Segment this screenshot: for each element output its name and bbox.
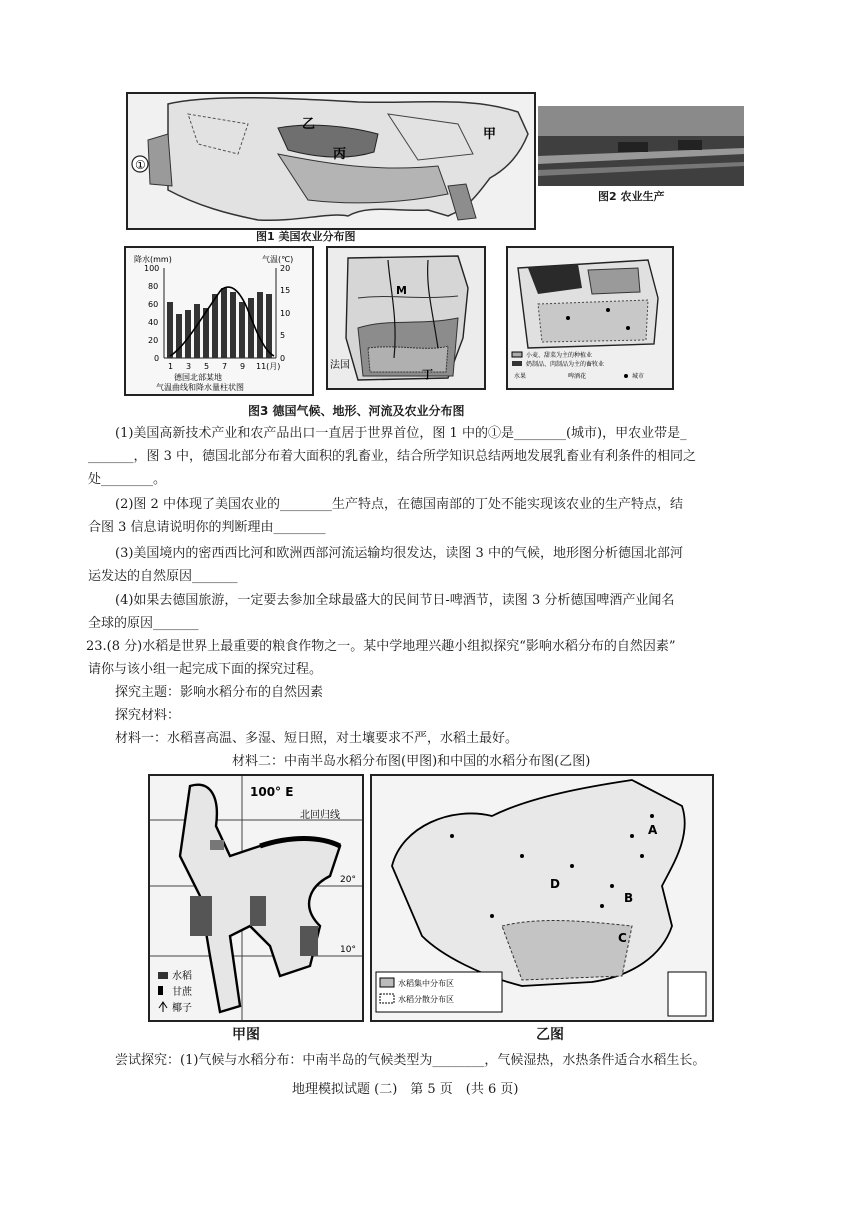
figure-jia-caption: 甲图 xyxy=(232,1027,260,1043)
q23-line-1: 23.(8 分)水稻是世界上最重要的粮食作物之一。某中学地理兴趣小组拟探究“影响水稻分布的自然因素” xyxy=(86,639,676,654)
q4-line-2: 全球的原因_______ xyxy=(88,616,199,631)
rtick-15: 15 xyxy=(280,286,291,295)
legend-rice: 水稻 xyxy=(172,971,192,982)
agri-legend-3: 水果 xyxy=(514,373,527,380)
ytick-0: 0 xyxy=(154,354,160,363)
label-france: 法国 xyxy=(330,360,350,371)
figure-3-agriculture-map xyxy=(506,246,674,390)
q3-line-1: (3)美国境内的密西西比河和欧洲西部河流运输均很发达，读图 3 中的气候，地形图分析德国北部河 xyxy=(115,546,683,561)
agri-legend-5: 城市 xyxy=(632,373,645,380)
rtick-5: 5 xyxy=(280,331,286,340)
label-a: A xyxy=(648,823,658,837)
q1-line-2: _______，图 3 中，德国北部分布着大面积的乳畜业，结合所学知识总结两地发展乳畜业有利条件的相同之 xyxy=(88,449,697,464)
rtick-20: 20 xyxy=(280,264,291,273)
indochina-map-svg xyxy=(150,776,362,1020)
xtick-9: 9 xyxy=(240,362,246,371)
rtick-10: 10 xyxy=(280,309,291,318)
terrain-map-svg xyxy=(328,248,484,388)
farm-photo-drawing xyxy=(538,106,744,186)
label-bing: 丙 xyxy=(333,147,347,162)
material-2-title: 材料二：中南半岛水稻分布图(甲图)和中国的水稻分布图(乙图) xyxy=(232,754,591,769)
ytick-100: 100 xyxy=(144,264,160,273)
agri-legend-4: 啤酒花 xyxy=(568,373,587,380)
label-circle-1: ① xyxy=(135,158,146,172)
climate-chart-svg xyxy=(126,248,312,394)
q1-line-1: (1)美国高新技术产业和农产品出口一直居于世界首位，图 1 中的①是________(城市)，甲农业带是_ xyxy=(115,426,687,441)
figure-3-caption: 图3 德国气候、地形、河流及农业分布图 xyxy=(248,404,465,418)
xtick-5: 5 xyxy=(204,362,210,371)
label-c: C xyxy=(618,931,627,945)
figure-2-caption: 图2 农业生产 xyxy=(598,190,665,203)
page-footer: 地理模拟试题 (二) 第 5 页 (共 6 页) xyxy=(292,1082,519,1097)
figure-jia-indochina-map xyxy=(148,774,364,1022)
label-yi: 乙 xyxy=(302,117,316,132)
label-ding: 丁 xyxy=(422,368,433,381)
figure-1-us-agriculture-map xyxy=(126,92,536,230)
q2-line-2: 合图 3 信息请说明你的判断理由________ xyxy=(88,520,326,535)
china-map-svg xyxy=(372,776,712,1020)
climate-subcaption-1: 德国北部某地 xyxy=(174,373,222,382)
label-d: D xyxy=(550,877,560,891)
label-m: M xyxy=(396,284,407,297)
tropic-label: 北回归线 xyxy=(300,810,340,821)
figure-3-climate-chart xyxy=(124,246,314,396)
legend-sugarcane: 甘蔗 xyxy=(172,987,192,998)
ytick-40: 40 xyxy=(148,318,159,327)
xtick-7: 7 xyxy=(222,362,228,371)
legend-coconut: 椰子 xyxy=(172,1003,192,1014)
temp-axis-label: 气温(℃) xyxy=(262,255,294,264)
q1-line-3: 处________。 xyxy=(88,472,167,487)
lon-label: 100° E xyxy=(250,785,294,799)
lat20-label: 20° xyxy=(340,875,356,885)
ytick-80: 80 xyxy=(148,282,159,291)
ytick-60: 60 xyxy=(148,300,159,309)
q23-line-2: 请你与该小组一起完成下面的探究过程。 xyxy=(88,662,323,677)
theme-line: 探究主题：影响水稻分布的自然因素 xyxy=(115,685,324,700)
material-label: 探究材料： xyxy=(115,708,181,723)
precip-axis-label: 降水(mm) xyxy=(134,255,172,264)
label-b: B xyxy=(624,891,634,905)
figure-3-terrain-map xyxy=(326,246,486,390)
rtick-0: 0 xyxy=(280,354,286,363)
agriculture-map-svg xyxy=(508,248,672,388)
try-explore-line: 尝试探究：(1)气候与水稻分布：中南半岛的气候类型为________，气候湿热，水热条件适合水稻生长。 xyxy=(115,1053,706,1068)
q4-line-1: (4)如果去德国旅游，一定要去参加全球最盛大的民间节日-啤酒节，读图 3 分析德国啤酒产业闻名 xyxy=(115,593,675,608)
label-jia: 甲 xyxy=(483,127,497,142)
q3-line-2: 运发达的自然原因_______ xyxy=(88,569,238,584)
lat10-label: 10° xyxy=(340,945,356,955)
climate-subcaption-2: 气温曲线和降水量柱状图 xyxy=(156,383,244,392)
figure-2-farm-photo xyxy=(538,106,744,186)
figure-yi-china-map xyxy=(370,774,714,1022)
q2-line-1: (2)图 2 中体现了美国农业的________生产特点，在德国南部的丁处不能实现该农业的生产特点，结 xyxy=(115,497,683,512)
material-1: 材料一：水稻喜高温、多湿、短日照，对土壤要求不严，水稻土最好。 xyxy=(115,731,519,746)
figure-1-caption: 图1 美国农业分布图 xyxy=(256,230,356,243)
xtick-3: 3 xyxy=(186,362,192,371)
ytick-20: 20 xyxy=(148,336,159,345)
agri-legend-1: 小麦、甜菜为主的种植业 xyxy=(526,352,593,359)
legend-rice-concentrated: 水稻集中分布区 xyxy=(398,979,454,988)
us-map-drawing xyxy=(128,94,534,228)
xtick-11: 11(月) xyxy=(256,362,281,371)
legend-rice-scattered: 水稻分散分布区 xyxy=(398,995,454,1004)
xtick-1: 1 xyxy=(168,362,174,371)
agri-legend-2: 奶制品、肉制品为主的畜牧业 xyxy=(526,361,605,368)
figure-yi-caption: 乙图 xyxy=(536,1027,564,1043)
